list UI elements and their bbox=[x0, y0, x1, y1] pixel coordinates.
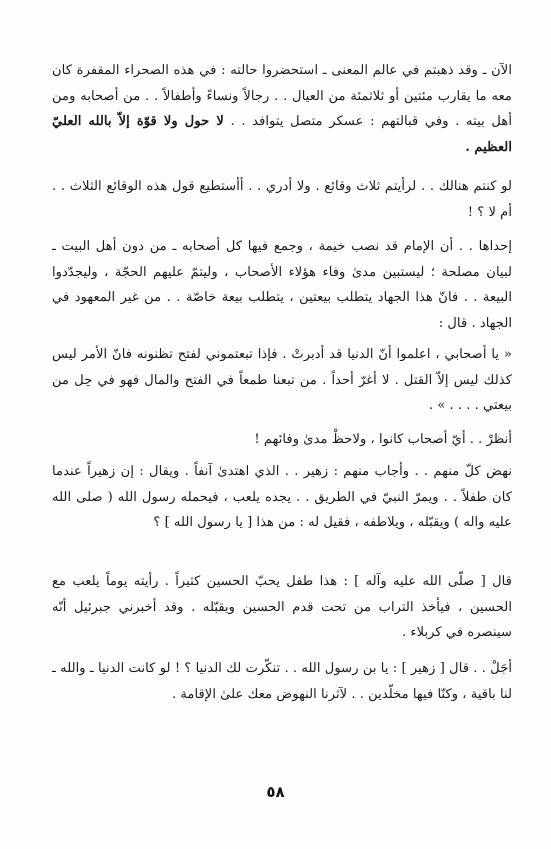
paragraph-4-body: « يا أصحابي ، اعلموا أنّ الدنيا قد أدبرتْ . فإذا تبعتموني لفتح تظنونه فانّ الأمر ليس كذلك ليس إلاّ القتل . لا أغرّ أحداً . من تبعنا طمعاً في الفتح والمال فهو في حِل من بيعتي . . . . » . bbox=[52, 347, 512, 414]
paragraph-1-body: الآن ـ وقد ذهبتم في عالم المعنى ـ استحضروا حالته : في هذه الصحراء المقفرة كان معه ما يقارب مئتين أو ثلاثمئة من العيال . . رجالاً ونساءً وأطفالاً . . من أصحابه ومن أهل بيته . وفي قبالتهم : عسكر متصل يتوافد . . bbox=[52, 63, 512, 130]
paragraph-6-body: نهض كلّ منهم . . وأجاب منهم : زهير . . الذي اهتدىٰ آنفاً . ويقال : إن زهيراً عندما كان طفلاً . . ويمرّ النبيّ في الطريق . . يجده يلعب ، فيحمله رسول الله ( صلى الله عليه واله ) ويقبّله ، ويلاطفه ، فقيل له : من هذا [ يا رسول الله ] ؟ bbox=[52, 464, 512, 531]
paragraph-5 bbox=[52, 427, 512, 453]
paragraph-7 bbox=[52, 569, 512, 646]
paragraph-2-body: لو كنتم هنالك . . لرأيتم ثلاث وقائع . ولا أدري . . أأستطيع قول هذه الوقائع الثلاث . . أم لا ؟ ! bbox=[52, 179, 512, 220]
paragraph-text bbox=[52, 58, 512, 160]
page-number: ٥٨ bbox=[266, 783, 285, 801]
paragraph-5-body: أنظرْ . . أيّ أصحاب كانوا ، ولاحظْ مدىٰ وفائهم ! bbox=[254, 432, 512, 447]
paragraph-3-body: إحداها . . أن الإمام قد نصب خيمة ، وجمع فيها كل أصحابه ـ من دون أهل البيت ـ لبيان مصلحة ؛ ليستبين مدىٰ وفاء هؤلاء الأصحاب ، وليتمّ عليهم الحجّة ، وليجدّدوا البيعة . . فانّ هذا الجهاد يتطلب بيعتين ، يتطلب بيعة خاصّة . . من غير المعهود في الجهاد . قال : bbox=[52, 239, 512, 331]
paragraph-3 bbox=[52, 234, 512, 336]
paragraph-8-body: أجَلْ . . قال [ زهير ] : يا بن رسول الله . . تنكّرت لك الدنيا ؟ ! لو كانت الدنيا ـ والله ـ لنا باقية ، وكنّا فيها مخلّدين . . لآثرنا النهوض معك علىٰ الإقامة . bbox=[52, 661, 512, 702]
paragraph-6 bbox=[52, 459, 512, 536]
paragraph-2 bbox=[52, 174, 512, 225]
paragraph-1-emphasis: لا حول ولا قوّة إلاّ بالله العليّ العظيم . bbox=[52, 114, 512, 155]
paragraph-7-body: قال [ صلّى الله عليه وآله ] : هذا طفل يحبّ الحسين كثيراً . رأيته يوماً يلعب مع الحسين ، فيأخذ التراب من تحت قدم الحسين ويقبّله . وقد أخبرني جبرئيل أنّه سينصره في كربلاء . bbox=[52, 574, 512, 641]
paragraph-1 bbox=[52, 58, 512, 160]
paragraph-8 bbox=[52, 656, 512, 707]
paragraph-4-quote bbox=[52, 342, 512, 419]
